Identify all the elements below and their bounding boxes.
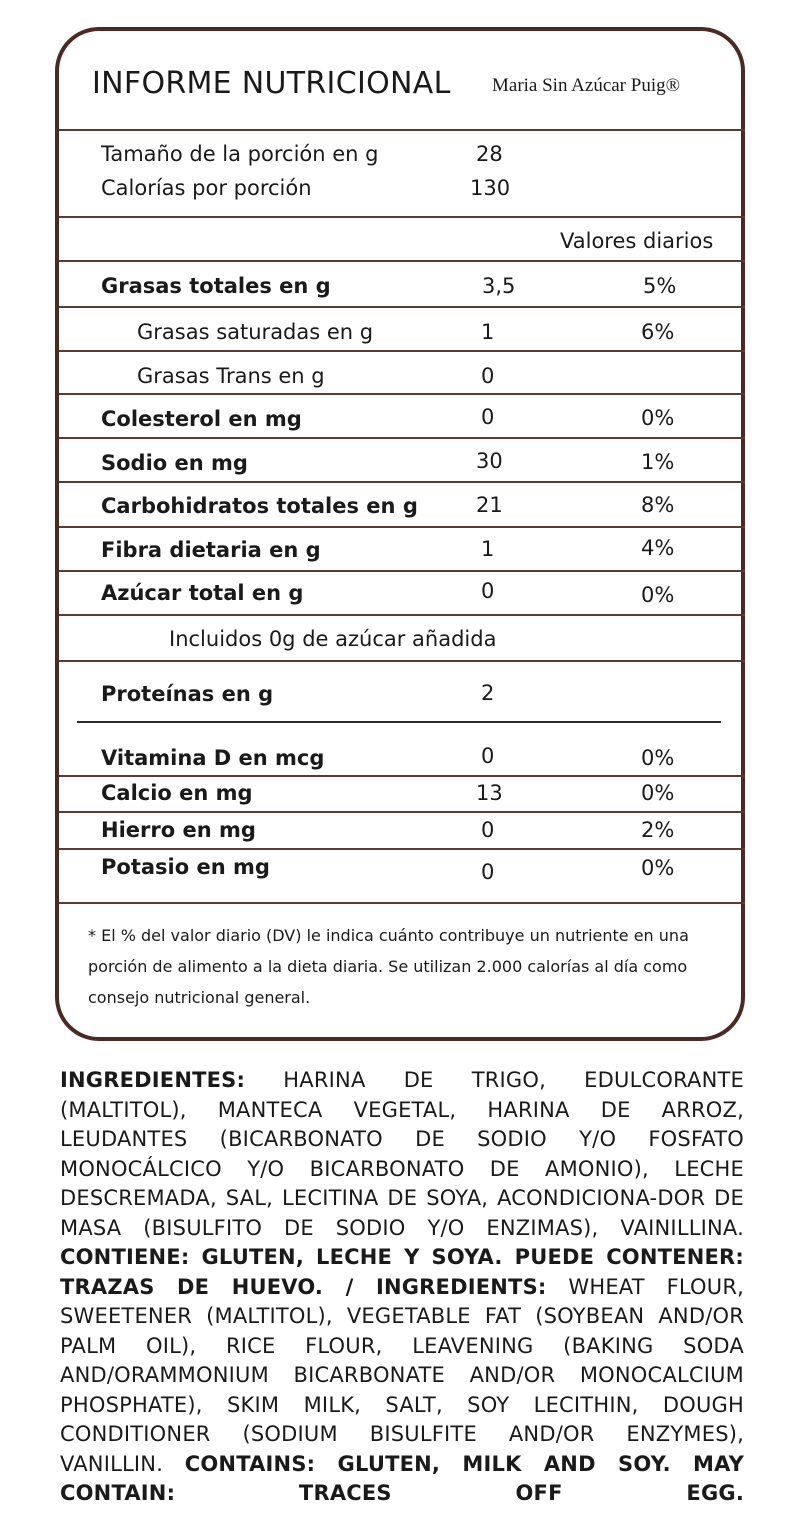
divider	[59, 660, 745, 662]
ingredients-en-allergens: CONTAINS: GLUTEN, MILK AND SOY. MAY CONTAIN: TRACES OFF EGG.	[60, 1451, 744, 1505]
nutrient-amount: 2	[481, 681, 495, 705]
nutrient-amount: 1	[481, 320, 495, 344]
nutrient-label: Hierro en mg	[101, 818, 256, 842]
nutrient-amount: 3,5	[482, 274, 516, 298]
serving-size-value: 28	[476, 142, 503, 166]
nutrient-dv: 0%	[641, 746, 675, 770]
divider	[59, 216, 745, 218]
nutrient-label: Calcio en mg	[101, 781, 253, 805]
nutrient-label: Grasas totales en g	[101, 274, 331, 298]
nutrient-label: Vitamina D en mcg	[101, 746, 325, 770]
nutrient-amount: 0	[481, 818, 495, 842]
daily-values-header: Valores diarios	[560, 229, 714, 253]
divider	[59, 775, 745, 777]
nutrient-label: Potasio en mg	[101, 855, 270, 879]
nutrient-label: Sodio en mg	[101, 451, 248, 475]
divider	[59, 526, 745, 528]
nutrient-dv: 4%	[641, 536, 675, 560]
divider	[59, 902, 745, 904]
added-sugar-note: Incluidos 0g de azúcar añadida	[169, 627, 497, 651]
ingredients-text	[60, 1066, 744, 1509]
nutrient-dv: 0%	[641, 856, 675, 880]
ingredients-es: HARINA DE TRIGO, EDULCORANTE (MALTITOL), MANTECA VEGETAL, HARINA DE ARROZ, LEUDANTES (BICARBONATO DE SODIO Y/O FOSFATO MONOCÁLCICO Y/O BICARBONATO DE AMONIO), LECHE DESCREMADA, SAL, LECITINA DE SOYA, ACONDICIONA-DOR DE MASA (BISULFITO DE SODIO Y/O ENZIMAS), VAINILLINA.	[60, 1068, 744, 1240]
nutrient-label: Fibra dietaria en g	[101, 538, 321, 562]
calories-label: Calorías por porción	[101, 176, 312, 200]
ingredients-en: WHEAT FLOUR, SWEETENER (MALTITOL), VEGETABLE FAT (SOYBEAN AND/OR PALM OIL), RICE FLOUR, LEAVENING (BAKING SODA AND/ORAMMONIUM BICARBONATE AND/OR MONOCALCIUM PHOSPHATE), SKIM MILK, SALT, SOY LECITHIN, DOUGH CONDITIONER (SODIUM BISULFITE AND/OR ENZYMES), VANILLIN.	[60, 1274, 744, 1476]
nutrient-label: Carbohidratos totales en g	[101, 494, 418, 518]
divider	[59, 848, 745, 850]
divider	[59, 811, 745, 813]
nutrient-amount: 0	[481, 579, 495, 603]
nutrient-dv: 2%	[641, 818, 675, 842]
nutrient-amount: 0	[481, 364, 495, 388]
calories-value: 130	[470, 176, 511, 200]
nutrient-dv: 0%	[641, 781, 675, 805]
nutrient-label: Grasas saturadas en g	[137, 320, 374, 344]
nutrient-dv: 6%	[641, 320, 675, 344]
nutrient-dv: 1%	[641, 450, 675, 474]
divider	[59, 481, 745, 483]
ingredients-es-allergens: CONTIENE: GLUTEN, LECHE Y SOYA. PUEDE CONTENER: TRAZAS DE HUEVO. / INGREDIENTS:	[60, 1245, 744, 1299]
nutrient-amount: 0	[481, 744, 495, 768]
nutrient-dv: 8%	[641, 493, 675, 517]
divider	[59, 260, 745, 262]
divider	[59, 614, 745, 616]
nutrient-label: Colesterol en mg	[101, 407, 302, 431]
nutrient-dv: 0%	[641, 583, 675, 607]
nutrient-dv: 5%	[643, 274, 677, 298]
daily-value-footnote: * El % del valor diario (DV) le indica cuánto contribuye un nutriente en una porción de alimento a la dieta diaria. Se utilizan 2.000 calorías al día como consejo nutricional general.	[88, 926, 689, 1007]
divider	[59, 129, 745, 131]
divider	[59, 306, 745, 308]
product-name: Maria Sin Azúcar Puig®	[492, 75, 681, 96]
ingredients-es-label: INGREDIENTES:	[60, 1068, 246, 1092]
nutrient-amount: 1	[481, 537, 495, 561]
nutrient-label: Proteínas en g	[101, 682, 274, 706]
nutrient-label: Grasas Trans en g	[137, 364, 325, 388]
divider	[59, 570, 745, 572]
nutrient-dv: 0%	[641, 406, 675, 430]
divider	[59, 350, 745, 352]
divider	[59, 393, 745, 395]
panel-title: INFORME NUTRICIONAL	[92, 66, 451, 101]
nutrient-amount: 0	[481, 405, 495, 429]
nutrient-label: Azúcar total en g	[101, 581, 304, 605]
nutrient-amount: 13	[476, 781, 503, 805]
divider	[77, 721, 721, 723]
nutrient-amount: 0	[481, 860, 495, 884]
serving-size-label: Tamaño de la porción en g	[101, 142, 379, 166]
divider	[59, 437, 745, 439]
nutrient-amount: 30	[476, 449, 503, 473]
nutrient-amount: 21	[476, 493, 503, 517]
